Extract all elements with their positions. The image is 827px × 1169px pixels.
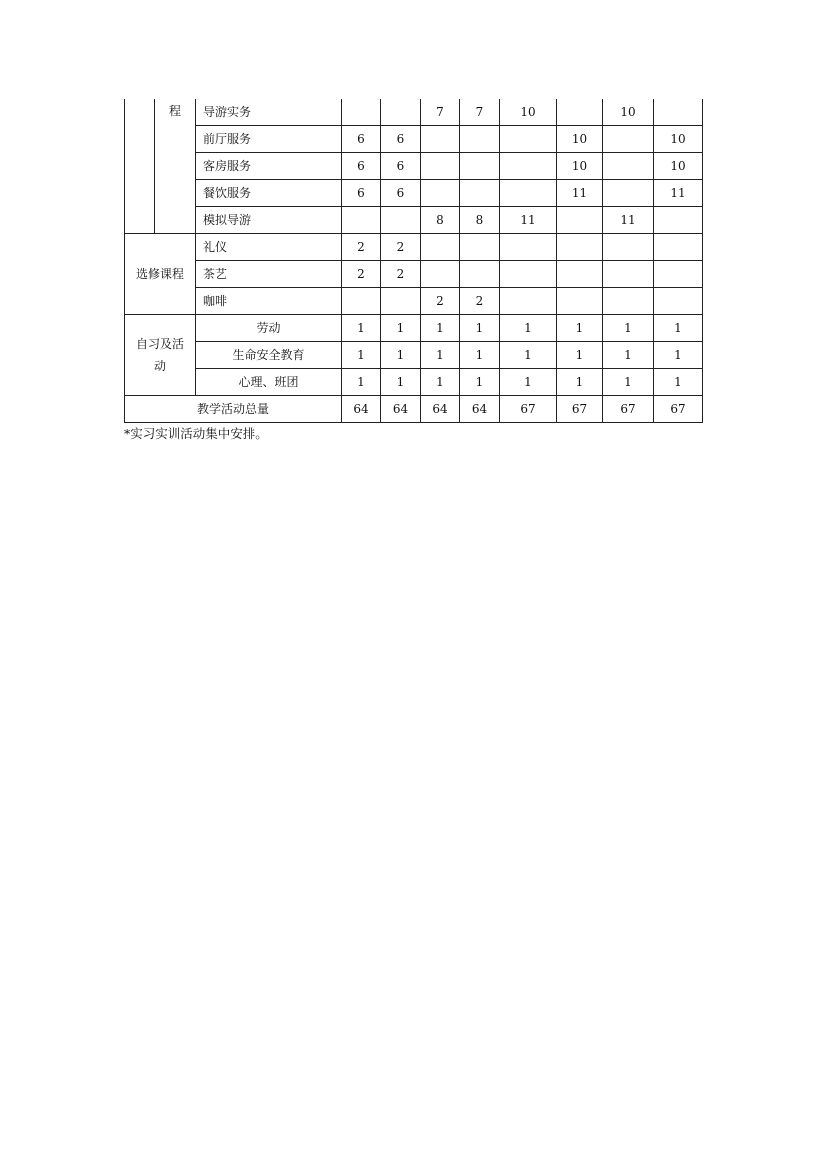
value-cell: 2 <box>342 234 381 261</box>
value-cell: 1 <box>557 315 603 342</box>
value-cell <box>603 288 654 315</box>
value-cell <box>381 288 421 315</box>
value-cell: 1 <box>603 315 654 342</box>
table-row <box>125 180 703 207</box>
value-cell <box>460 180 500 207</box>
value-cell: 1 <box>460 369 500 396</box>
table-row <box>125 342 703 369</box>
value-cell <box>557 288 603 315</box>
value-cell: 8 <box>460 207 500 234</box>
value-cell <box>500 153 557 180</box>
course-name: 前厅服务 <box>196 126 342 153</box>
value-cell <box>500 288 557 315</box>
value-cell: 6 <box>381 180 421 207</box>
value-cell: 1 <box>603 342 654 369</box>
value-cell <box>603 180 654 207</box>
value-cell: 1 <box>557 369 603 396</box>
table-row <box>125 153 703 180</box>
teaching-schedule-table <box>124 99 703 423</box>
value-cell <box>557 261 603 288</box>
footnote: *实习实训活动集中安排。 <box>124 426 268 441</box>
value-cell: 1 <box>654 369 703 396</box>
value-cell: 10 <box>557 153 603 180</box>
value-cell: 1 <box>654 315 703 342</box>
value-cell <box>557 99 603 126</box>
course-name: 客房服务 <box>196 153 342 180</box>
value-cell <box>500 234 557 261</box>
self-study-group-label: 自习及活动 <box>125 315 196 396</box>
value-cell: 6 <box>342 126 381 153</box>
activity-name: 心理、班团 <box>196 369 342 396</box>
outer-category-cell <box>125 99 155 234</box>
course-name: 茶艺 <box>196 261 342 288</box>
value-cell <box>557 234 603 261</box>
course-name: 模拟导游 <box>196 207 342 234</box>
table-body <box>125 99 703 423</box>
value-cell: 67 <box>654 396 703 423</box>
table-row <box>125 207 703 234</box>
value-cell <box>654 207 703 234</box>
table-row <box>125 369 703 396</box>
course-name: 餐饮服务 <box>196 180 342 207</box>
value-cell: 1 <box>381 342 421 369</box>
value-cell: 1 <box>460 342 500 369</box>
value-cell <box>460 153 500 180</box>
table-row <box>125 288 703 315</box>
value-cell: 6 <box>342 153 381 180</box>
elective-group-label: 选修课程 <box>125 234 196 315</box>
value-cell: 8 <box>421 207 460 234</box>
value-cell <box>381 99 421 126</box>
value-cell: 2 <box>381 261 421 288</box>
value-cell: 64 <box>381 396 421 423</box>
value-cell: 2 <box>342 261 381 288</box>
value-cell: 1 <box>603 369 654 396</box>
value-cell <box>421 261 460 288</box>
total-label: 教学活动总量 <box>125 396 342 423</box>
course-name: 咖啡 <box>196 288 342 315</box>
value-cell: 1 <box>342 369 381 396</box>
value-cell <box>460 234 500 261</box>
value-cell: 10 <box>654 126 703 153</box>
value-cell <box>342 207 381 234</box>
value-cell <box>603 234 654 261</box>
value-cell: 2 <box>421 288 460 315</box>
value-cell: 7 <box>421 99 460 126</box>
value-cell: 1 <box>500 342 557 369</box>
value-cell: 67 <box>500 396 557 423</box>
value-cell: 1 <box>381 369 421 396</box>
value-cell <box>654 261 703 288</box>
value-cell: 2 <box>381 234 421 261</box>
value-cell <box>603 153 654 180</box>
value-cell <box>342 99 381 126</box>
value-cell <box>500 180 557 207</box>
value-cell: 10 <box>557 126 603 153</box>
value-cell: 1 <box>381 315 421 342</box>
total-row <box>125 396 703 423</box>
activity-name: 劳动 <box>196 315 342 342</box>
value-cell <box>654 99 703 126</box>
value-cell: 67 <box>603 396 654 423</box>
core-group-label: 程 <box>155 99 196 234</box>
value-cell: 2 <box>460 288 500 315</box>
table-row <box>125 99 703 126</box>
value-cell: 10 <box>654 153 703 180</box>
value-cell <box>603 261 654 288</box>
value-cell <box>603 126 654 153</box>
value-cell: 1 <box>654 342 703 369</box>
value-cell: 6 <box>342 180 381 207</box>
value-cell <box>500 261 557 288</box>
value-cell: 10 <box>603 99 654 126</box>
value-cell: 11 <box>603 207 654 234</box>
value-cell: 1 <box>421 315 460 342</box>
value-cell: 6 <box>381 153 421 180</box>
value-cell: 1 <box>421 369 460 396</box>
table-row <box>125 126 703 153</box>
value-cell: 1 <box>421 342 460 369</box>
value-cell: 11 <box>557 180 603 207</box>
value-cell <box>421 126 460 153</box>
value-cell <box>421 180 460 207</box>
value-cell: 1 <box>500 369 557 396</box>
value-cell <box>460 126 500 153</box>
course-name: 导游实务 <box>196 99 342 126</box>
value-cell: 10 <box>500 99 557 126</box>
value-cell: 6 <box>381 126 421 153</box>
value-cell: 64 <box>421 396 460 423</box>
value-cell <box>421 153 460 180</box>
table-row <box>125 234 703 261</box>
value-cell <box>342 288 381 315</box>
activity-name: 生命安全教育 <box>196 342 342 369</box>
value-cell: 11 <box>654 180 703 207</box>
value-cell <box>654 288 703 315</box>
value-cell: 11 <box>500 207 557 234</box>
table-row <box>125 261 703 288</box>
course-name: 礼仪 <box>196 234 342 261</box>
value-cell: 1 <box>460 315 500 342</box>
value-cell <box>654 234 703 261</box>
value-cell <box>421 234 460 261</box>
value-cell <box>557 207 603 234</box>
value-cell: 1 <box>342 342 381 369</box>
table-row <box>125 315 703 342</box>
value-cell <box>460 261 500 288</box>
value-cell: 7 <box>460 99 500 126</box>
value-cell: 1 <box>342 315 381 342</box>
value-cell <box>500 126 557 153</box>
value-cell: 1 <box>500 315 557 342</box>
value-cell: 64 <box>460 396 500 423</box>
value-cell: 67 <box>557 396 603 423</box>
value-cell <box>381 207 421 234</box>
value-cell: 1 <box>557 342 603 369</box>
value-cell: 64 <box>342 396 381 423</box>
